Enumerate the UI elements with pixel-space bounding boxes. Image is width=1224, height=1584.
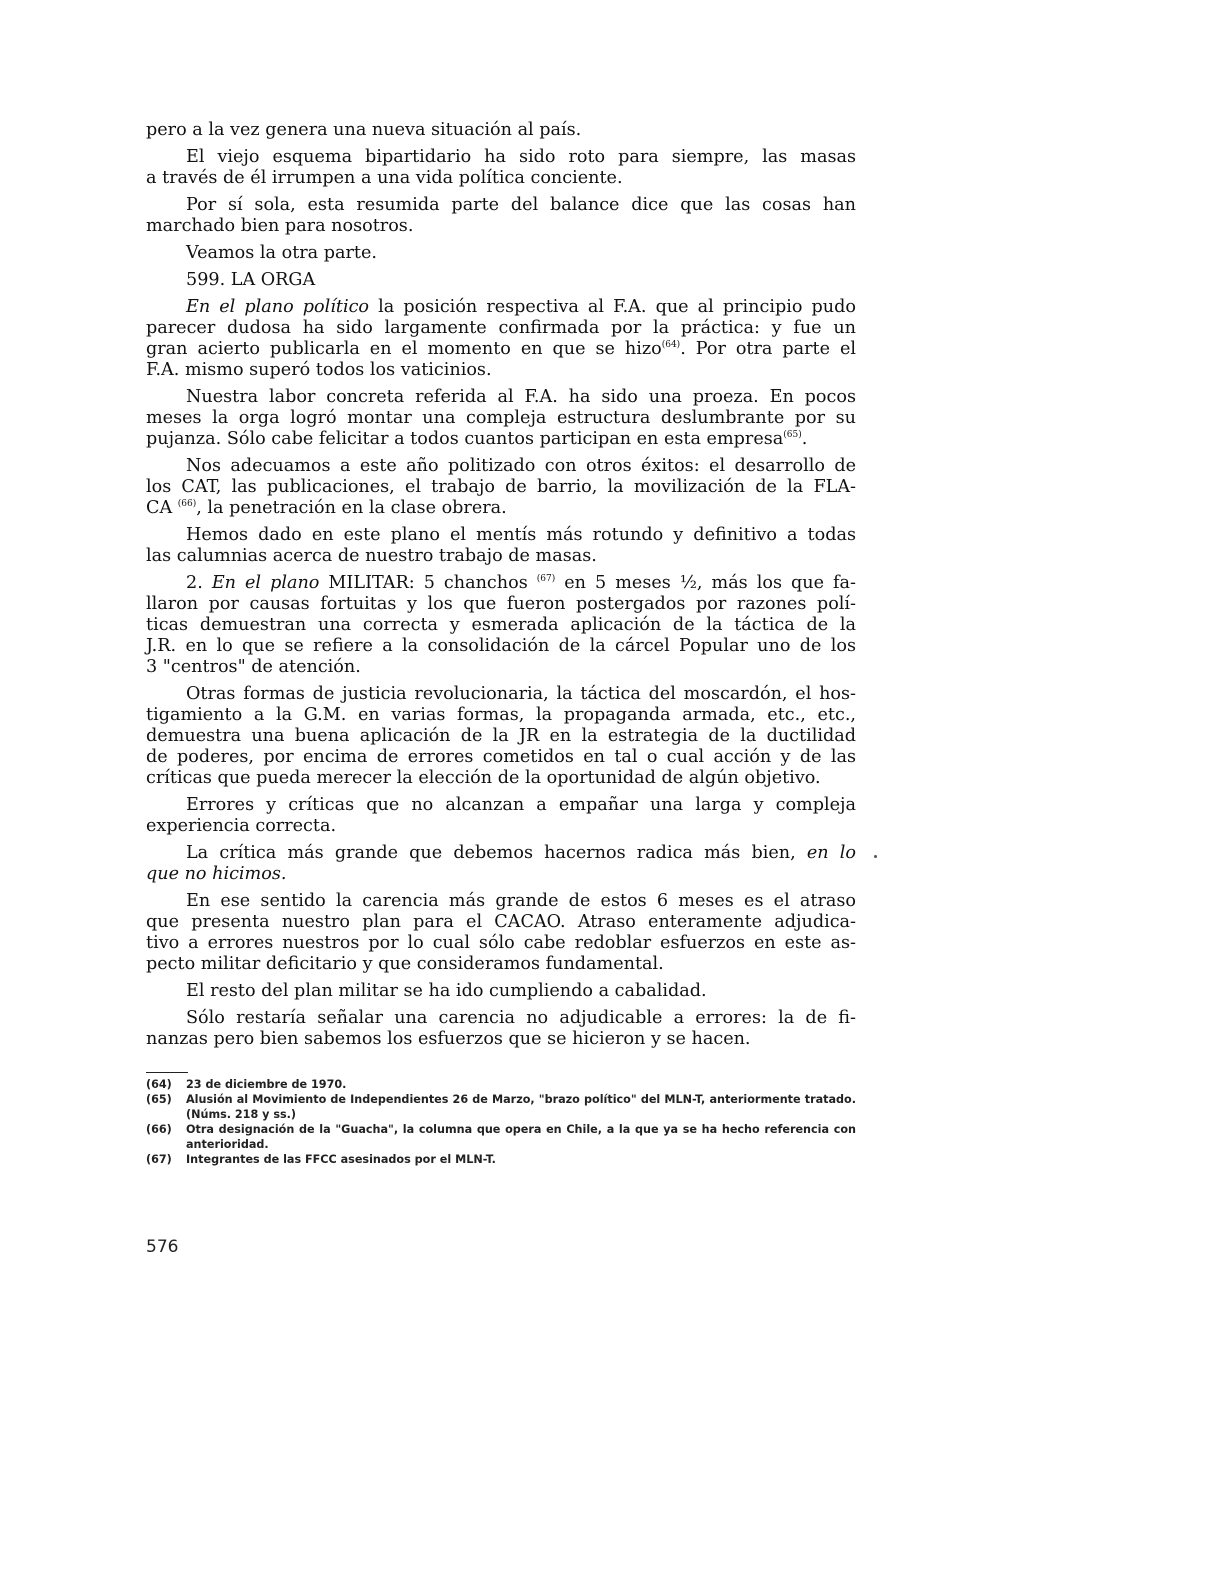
paragraph-line: parecer dudosa ha sido largamente confirmada por la práctica: y fue un [146,318,856,338]
footnotes [146,1077,856,1167]
paragraph-line: nanzas pero bien sabemos los esfuerzos que se hicieron y se hacen. [146,1029,751,1049]
paragraph-line: Sólo restaría señalar una carencia no adjudicable a errores: la de fi- [186,1008,856,1028]
page-number: 576 [146,1237,179,1257]
paragraph-line: los CAT, las publicaciones, el trabajo de barrio, la movilización de la FLA- [146,477,856,497]
footnote-ref: (65) [783,430,802,441]
footnote-number: (64) [146,1078,172,1091]
scan-speck [874,855,877,858]
text-run: . Por otra parte el [680,339,856,359]
paragraph-line: Errores y críticas que no alcanzan a empañar una larga y compleja [186,795,856,815]
paragraph-line [146,429,856,450]
paragraph-line: J.R. en lo que se refiere a la consolidación de la cárcel Popular uno de los [146,636,856,656]
paragraph-line [146,297,856,318]
footnote-ref: (64) [661,340,681,351]
paragraph-line: Veamos la otra parte. [186,243,377,263]
italic-text: en lo [806,843,856,863]
footnote [146,1092,856,1122]
paragraph-line: meses la orga logró montar una compleja estructura deslumbrante por su [146,408,856,428]
text-run: CA [146,498,178,518]
text-run: 2. [186,573,212,593]
paragraph-line: las calumnias acerca de nuestro trabajo de masas. [146,546,597,566]
footnote-number: (67) [146,1153,172,1166]
paragraph-line: experiencia correcta. [146,816,337,836]
paragraph-line: El viejo esquema bipartidario ha sido roto para siempre, las masas [186,147,856,167]
text-run: La crítica más grande que debemos hacernos radica más bien, [186,843,807,863]
paragraph-line: llaron por causas fortuitas y los que fueron postergados por razones polí- [146,594,856,614]
paragraph-line: Por sí sola, esta resumida parte del balance dice que las cosas han [186,195,856,215]
text-run: gran acierto publicarla en el momento en que se hizo [146,339,662,359]
section-heading: 599. LA ORGA [186,270,316,290]
text-run: , la penetración en la clase obrera. [196,498,507,518]
paragraph-line: El resto del plan militar se ha ido cumpliendo a cabalidad. [186,981,707,1001]
paragraph-line: marchado bien para nosotros. [146,216,414,236]
footnote-text: Otra designación de la "Guacha", la columna que opera en Chile, a la que ya se ha hecho referencia con anterioridad. [186,1123,856,1151]
paragraph-line: Nuestra labor concreta referida al F.A. ha sido una proeza. En pocos [186,387,856,407]
paragraph-line: críticas que pueda merecer la elección de la oportunidad de algún objetivo. [146,768,821,788]
paragraph-line [146,843,856,864]
footnote-text: Integrantes de las FFCC asesinados por el MLN-T. [186,1153,496,1166]
italic-text: En el plano [211,573,320,593]
footnote-text: 23 de diciembre de 1970. [186,1078,347,1091]
paragraph-line: de poderes, por encima de errores cometidos en tal o cual acción y de las [146,747,856,767]
italic-text: En el plano político [186,297,370,317]
footnote-ref: (67) [536,574,556,585]
text-run: MILITAR: 5 chanchos [319,573,537,593]
paragraph-line [146,498,856,519]
paragraph-line: que presenta nuestro plan para el CACAO. Atraso enteramente adjudica- [146,912,856,932]
paragraph-line: pero a la vez genera una nueva situación al país. [146,120,582,140]
footnote-number: (66) [146,1123,172,1136]
text-run: en 5 meses ½, más los que fa- [555,573,856,593]
paragraph-line: ticas demuestran una correcta y esmerada aplicación de la táctica de la [146,615,856,635]
footnote [146,1077,856,1092]
paragraph-line: Nos adecuamos a este año politizado con otros éxitos: el desarrollo de [186,456,856,476]
paragraph-line: pecto militar deficitario y que consideramos fundamental. [146,954,664,974]
paragraph-line: Hemos dado en este plano el mentís más rotundo y definitivo a todas [186,525,856,545]
footnote-divider [146,1072,188,1073]
paragraph-line: 3 "centros" de atención. [146,657,361,677]
paragraph-line: tigamiento a la G.M. en varias formas, la propaganda armada, etc., etc., [146,705,856,725]
paragraph-line: Otras formas de justicia revolucionaria, la táctica del moscardón, el hos- [186,684,856,704]
paragraph-line [146,573,856,594]
paragraph-line: a través de él irrumpen a una vida política conciente. [146,168,623,188]
paragraph-line: En ese sentido la carencia más grande de estos 6 meses es el atraso [186,891,856,911]
paragraph-line: tivo a errores nuestros por lo cual sólo cabe redoblar esfuerzos en este as- [146,933,856,953]
text-run: pujanza. Sólo cabe felicitar a todos cuantos participan en esta empresa [146,429,784,449]
paragraph-line: F.A. mismo superó todos los vaticinios. [146,360,492,380]
footnote-number: (65) [146,1093,172,1106]
paragraph-line: demuestra una buena aplicación de la JR en la estrategia de la ductilidad [146,726,856,746]
footnote [146,1152,856,1167]
footnote-text: Alusión al Movimiento de Independientes 26 de Marzo, "brazo político" del MLN-T, anteriormente tratado. (Núms. 218 y ss.) [186,1093,856,1121]
footnote [146,1122,856,1152]
paragraph-line: que no hicimos. [146,864,287,884]
paragraph-line [146,339,856,360]
footnote-ref: (66) [177,499,197,510]
text-run: . [801,429,808,449]
text-run: la posición respectiva al F.A. que al principio pudo [369,297,856,317]
page-body [146,120,856,1167]
